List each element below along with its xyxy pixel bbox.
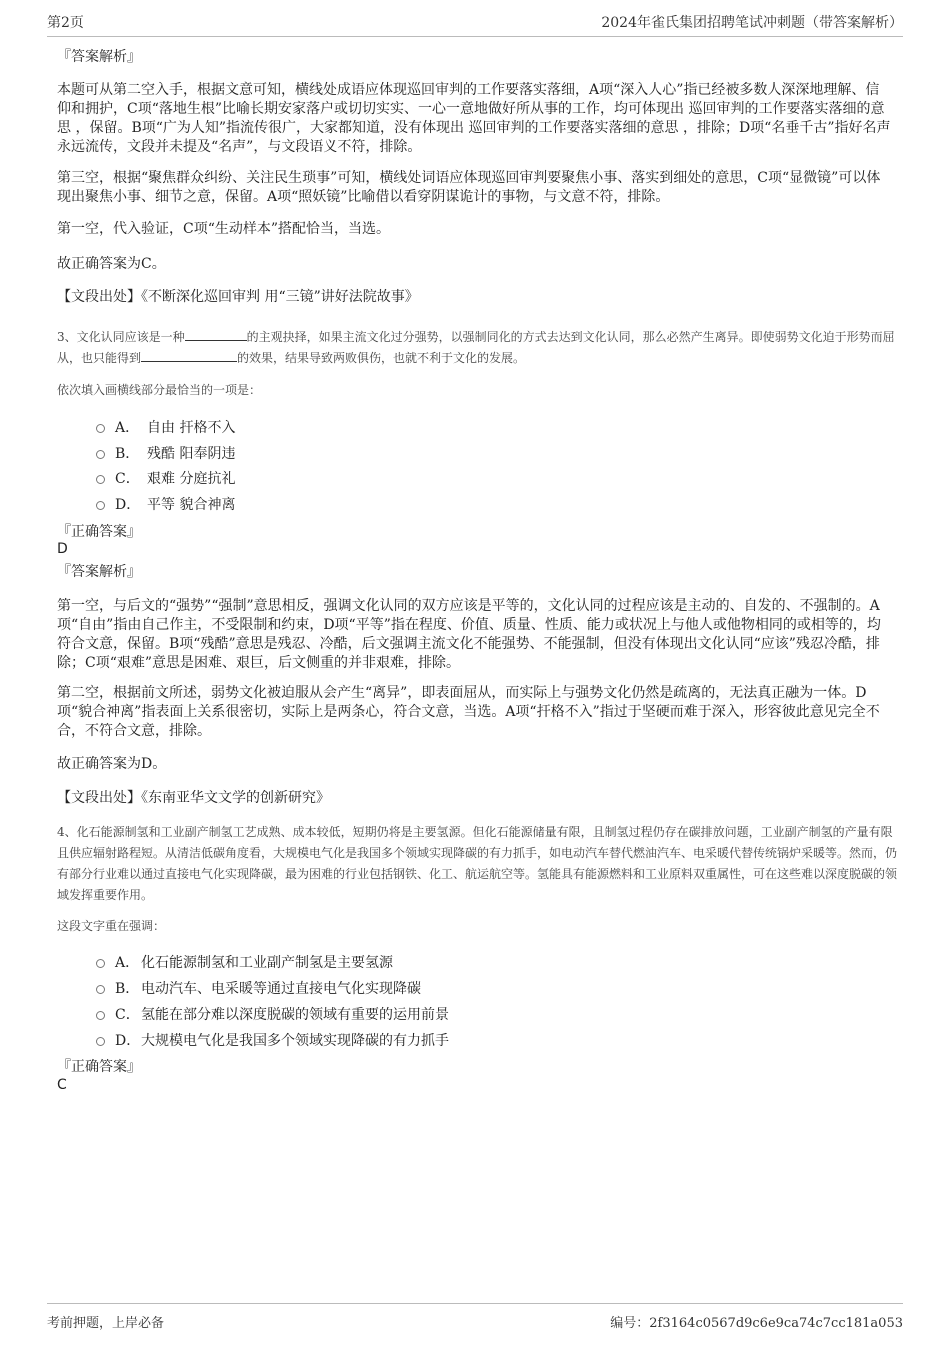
analysis-paragraph: 第二空，根据前文所述，弱势文化被迫服从会产生“离异”，即表面屈从，而实际上与强势文化仍然是疏离的，无法真正融为一体。D项“貌合神离”指表面上关系很密切，实际上是两条心，符合文意，当选。A项“扞格不入”指过于坚硬而难于深入，形容彼此意见完全不合，不符合文意，排除。 [57, 685, 880, 739]
option-b[interactable]: B． 残酷 阳奉阴违 [96, 443, 235, 463]
question-prompt: 依次填入画横线部分最恰当的一项是： [57, 383, 262, 397]
fill-blank [185, 328, 247, 341]
option-b[interactable]: B． 电动汽车、电采暖等通过直接电气化实现降碳 [96, 978, 421, 998]
radio-button[interactable] [96, 1011, 105, 1020]
radio-button[interactable] [96, 475, 105, 484]
option-a[interactable]: A． 化石能源制氢和工业副产制氢是主要氢源 [96, 952, 393, 972]
source-citation: 【文段出处】《不断深化巡回审判 用“三镜”讲好法院故事》 [57, 289, 419, 305]
radio-button[interactable] [96, 959, 105, 968]
page-number: 第2页 [47, 15, 84, 31]
option-d[interactable]: D． 平等 貌合神离 [96, 494, 235, 514]
page-footer [47, 1303, 903, 1338]
correct-answer-label: 『正确答案』 [57, 524, 141, 540]
radio-button[interactable] [96, 450, 105, 459]
analysis-paragraph: 第三空，根据“聚焦群众纠纷、关注民生琐事”可知，横线处词语应体现巡回审判要聚焦小事、落实到细处的意思，C项“显微镜”可以体现出聚焦小事、细节之意，保留。A项“照妖镜”比喻借以看穿阴谋诡计的事物，与文意不符，排除。 [57, 170, 881, 205]
option-a[interactable]: A． 自由 扞格不入 [96, 417, 235, 437]
footer-slogan: 考前押题，上岸必备 [47, 1315, 165, 1331]
radio-button[interactable] [96, 424, 105, 433]
analysis-label: 『答案解析』 [57, 564, 141, 580]
radio-button[interactable] [96, 501, 105, 510]
source-citation: 【文段出处】《东南亚华文文学的创新研究》 [57, 790, 330, 806]
answer-statement: 故正确答案为D。 [57, 756, 167, 772]
analysis-paragraph: 本题可从第二空入手，根据文意可知，横线处成语应体现巡回审判的工作要落实落细，A项“深入人心”指已经被多数人深深地理解、信仰和拥护，C项“落地生根”比喻长期安家落户或切切实实、一心一意地做好所从事的工作，均可体现出 巡回审判的工作要落实落细的意思 ，保留。B项“广为人知”指流传很广，大家都知道，没有体现出 巡回审判的工作要落实落细的意思 ，排除；D项“名垂千古”指好名声永远流传，文段并未提及“名声”，与文段语义不符，排除。 [57, 82, 891, 155]
option-d[interactable]: D． 大规模电气化是我国多个领域实现降碳的有力抓手 [96, 1030, 449, 1050]
question-stem: 4、化石能源制氢和工业副产制氢工艺成熟、成本较低，短期仍将是主要氢源。但化石能源储量有限，且制氢过程仍存在碳排放问题，工业副产制氢的产量有限且供应辐射路程短。从清洁低碳角度看，大规模电气化是我国多个领域实现降碳的有力抓手，如电动汽车替代燃油汽车、电采暖代替传统锅炉采暖等。然而，仍有部分行业难以通过直接电气化实现降碳，最为困难的行业包括钢铁、化工、航运航空等。氢能具有能源燃料和工业原料双重属性，可在这些难以深度脱碳的领域发挥重要作用。 [57, 825, 898, 902]
analysis-label: 『答案解析』 [57, 49, 141, 65]
question-stem: 3、文化认同应该是一种 的主观抉择，如果主流文化过分强势，以强制同化的方式去达到文化认同，那么必然产生离异。即使弱势文化迫于形势而屈从，也只能得到 的效果，结果导致两败俱伤，也就不利于文化的发展。 [57, 330, 895, 365]
analysis-paragraph: 第一空，与后文的“强势”“强制”意思相反，强调文化认同的双方应该是平等的，文化认同的过程应该是主动的、自发的、不强制的。A项“自由”指由自己作主，不受限制和约束，D项“平等”指在程度、价值、质量、性质、能力或状况上与他人或他物相同的或相等的，均符合文意，保留。B项“残酷”意思是残忍、冷酷，后文强调主流文化不能强势、不能强制，但没有体现出文化认同“应该”残忍冷酷，排除；C项“艰难”意思是困难、艰巨，后文侧重的并非艰难，排除。 [57, 598, 881, 671]
option-c[interactable]: C． 艰难 分庭抗礼 [96, 468, 235, 488]
analysis-paragraph: 第一空，代入验证，C项“生动样本”搭配恰当，当选。 [57, 221, 391, 237]
correct-answer-label: 『正确答案』 [57, 1059, 141, 1075]
radio-button[interactable] [96, 985, 105, 994]
fill-blank [141, 349, 237, 362]
correct-answer: D [57, 541, 68, 557]
option-c[interactable]: C． 氢能在部分难以深度脱碳的领域有重要的运用前景 [96, 1004, 449, 1024]
radio-button[interactable] [96, 1037, 105, 1046]
answer-statement: 故正确答案为C。 [57, 256, 166, 272]
page-header [47, 12, 903, 37]
correct-answer: C [57, 1077, 67, 1093]
document-title: 2024年雀氏集团招聘笔试冲刺题（带答案解析） [601, 15, 903, 31]
question-prompt: 这段文字重在强调： [57, 919, 166, 933]
document-code: 编号：2f3164c0567d9c6e9ca74c7cc181a053 [610, 1315, 903, 1331]
